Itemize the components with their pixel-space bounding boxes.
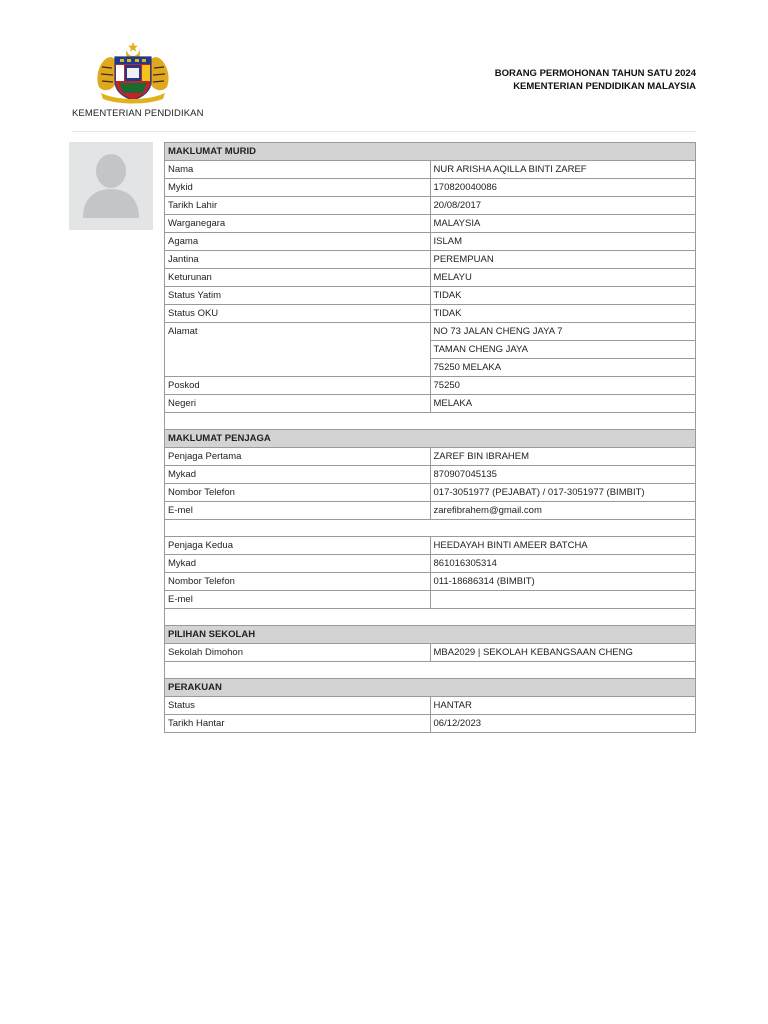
field-value: HANTAR <box>430 697 696 715</box>
address-line: TAMAN CHENG JAYA <box>430 341 696 359</box>
section-title: MAKLUMAT PENJAGA <box>165 430 696 448</box>
field-label: Mykad <box>165 555 431 573</box>
field-value <box>430 591 696 609</box>
field-label: Status OKU <box>165 305 431 323</box>
section-title: MAKLUMAT MURID <box>165 143 696 161</box>
field-row <box>165 697 696 715</box>
section-header-maklumat-murid <box>165 143 696 161</box>
field-label: Mykad <box>165 466 431 484</box>
field-label: Sekolah Dimohon <box>165 644 431 662</box>
field-label: Jantina <box>165 251 431 269</box>
field-row <box>165 251 696 269</box>
field-row <box>165 644 696 662</box>
field-value: zarefibrahem@gmail.com <box>430 502 696 520</box>
field-value: 017-3051977 (PEJABAT) / 017-3051977 (BIMBIT) <box>430 484 696 502</box>
field-label: Poskod <box>165 377 431 395</box>
field-label: Nombor Telefon <box>165 484 431 502</box>
field-row <box>165 395 696 413</box>
field-row <box>165 215 696 233</box>
field-row <box>165 555 696 573</box>
field-value: 75250 <box>430 377 696 395</box>
field-value: 870907045135 <box>430 466 696 484</box>
field-label: E-mel <box>165 591 431 609</box>
field-label: Status Yatim <box>165 287 431 305</box>
field-value: ISLAM <box>430 233 696 251</box>
field-row <box>165 305 696 323</box>
field-value: TIDAK <box>430 305 696 323</box>
form-organization: KEMENTERIAN PENDIDIKAN MALAYSIA <box>513 80 696 92</box>
field-value: HEEDAYAH BINTI AMEER BATCHA <box>430 537 696 555</box>
section-header-perakuan <box>165 679 696 697</box>
spacer-cell <box>165 413 696 430</box>
document-header <box>495 68 696 93</box>
field-value: TIDAK <box>430 287 696 305</box>
field-label: Agama <box>165 233 431 251</box>
field-value: 20/08/2017 <box>430 197 696 215</box>
field-value: ZAREF BIN IBRAHEM <box>430 448 696 466</box>
field-row <box>165 573 696 591</box>
field-value: MBA2029 | SEKOLAH KEBANGSAAN CHENG <box>430 644 696 662</box>
field-value: MALAYSIA <box>430 215 696 233</box>
spacer-row <box>165 520 696 537</box>
field-row <box>165 448 696 466</box>
field-value: MELAYU <box>430 269 696 287</box>
address-row <box>165 323 696 341</box>
field-row <box>165 502 696 520</box>
address-line: NO 73 JALAN CHENG JAYA 7 <box>430 323 696 341</box>
ministry-name: KEMENTERIAN PENDIDIKAN <box>72 108 204 119</box>
field-row <box>165 233 696 251</box>
spacer-row <box>165 413 696 430</box>
person-silhouette-icon <box>69 142 153 230</box>
spacer-cell <box>165 609 696 626</box>
field-label: Mykid <box>165 179 431 197</box>
field-row <box>165 377 696 395</box>
field-value: 06/12/2023 <box>430 715 696 733</box>
field-label: Status <box>165 697 431 715</box>
field-label: Warganegara <box>165 215 431 233</box>
form-title: BORANG PERMOHONAN TAHUN SATU 2024 <box>494 68 696 79</box>
field-label: Penjaga Kedua <box>165 537 431 555</box>
field-row <box>165 269 696 287</box>
field-row <box>165 537 696 555</box>
spacer-row <box>165 662 696 679</box>
header-divider <box>72 131 696 132</box>
field-value: 011-18686314 (BIMBIT) <box>430 573 696 591</box>
spacer-cell <box>165 662 696 679</box>
address-line: 75250 MELAKA <box>430 359 696 377</box>
field-value: NUR ARISHA AQILLA BINTI ZAREF <box>430 161 696 179</box>
field-row <box>165 484 696 502</box>
field-row <box>165 197 696 215</box>
section-header-maklumat-penjaga <box>165 430 696 448</box>
field-row <box>165 161 696 179</box>
field-label: Tarikh Hantar <box>165 715 431 733</box>
student-photo-placeholder <box>69 142 153 230</box>
application-details-table <box>164 142 696 733</box>
field-label: Alamat <box>165 323 431 377</box>
field-label: Keturunan <box>165 269 431 287</box>
field-label: Negeri <box>165 395 431 413</box>
spacer-cell <box>165 520 696 537</box>
field-row <box>165 179 696 197</box>
field-row <box>165 466 696 484</box>
field-value: PEREMPUAN <box>430 251 696 269</box>
section-title: PILIHAN SEKOLAH <box>165 626 696 644</box>
section-header-pilihan-sekolah <box>165 626 696 644</box>
spacer-row <box>165 609 696 626</box>
field-label: E-mel <box>165 502 431 520</box>
field-row <box>165 287 696 305</box>
field-label: Nombor Telefon <box>165 573 431 591</box>
field-label: Tarikh Lahir <box>165 197 431 215</box>
field-value: 170820040086 <box>430 179 696 197</box>
field-row <box>165 715 696 733</box>
coat-of-arms-logo <box>93 41 173 105</box>
field-row <box>165 591 696 609</box>
field-value: MELAKA <box>430 395 696 413</box>
field-value: 861016305314 <box>430 555 696 573</box>
section-title: PERAKUAN <box>165 679 696 697</box>
field-label: Penjaga Pertama <box>165 448 431 466</box>
field-label: Nama <box>165 161 431 179</box>
